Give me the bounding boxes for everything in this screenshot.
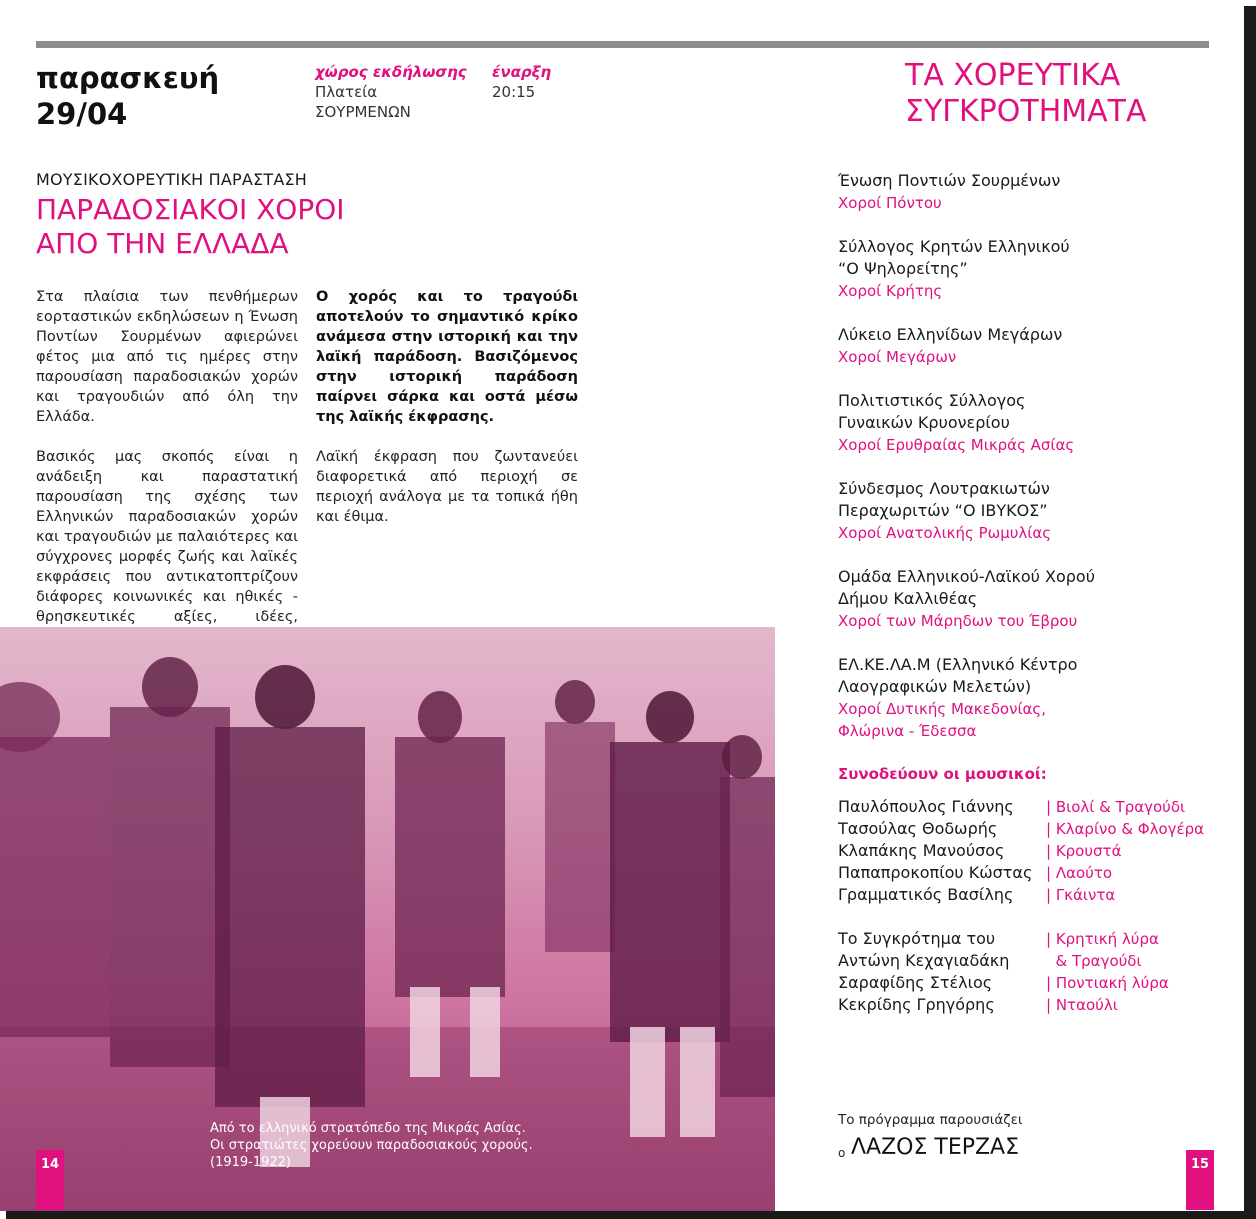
musician-name: Παυλόπουλος Γιάννης: [838, 797, 1014, 816]
group-item: [838, 654, 1218, 742]
page-shadow-right: [1244, 6, 1256, 1219]
musician-row: [838, 884, 1218, 906]
group-dance: Χοροί Κρήτης: [838, 282, 943, 300]
start-time: 20:15: [492, 83, 536, 101]
dance-groups-list: [838, 170, 1218, 764]
group-dance: Χοροί Πόντου: [838, 194, 942, 212]
musician-instrument: | Βιολί & Τραγούδι: [1046, 798, 1186, 816]
musician-instrument: | Κρουστά: [1046, 842, 1122, 860]
presenter-label: Το πρόγραμμα παρουσιάζει: [838, 1112, 1023, 1128]
musician-instrument: | Ποντιακή λύρα: [1046, 974, 1169, 992]
venue-line-2: ΣΟΥΡΜΕΝΩΝ: [315, 103, 411, 121]
event-title: [36, 193, 345, 261]
caption-line-1: Από το ελληνικό στρατόπεδο της Μικράς Ασίας.: [210, 1121, 526, 1136]
group-name: Ένωση Ποντιών Σουρμένων: [838, 171, 1061, 190]
event-title-line-1: ΠΑΡΑΔΟΣΙΑΚΟΙ ΧΟΡΟΙ: [36, 193, 345, 226]
group-dance: Χοροί των Μάρηδων του Έβρου: [838, 612, 1078, 630]
photo-caption: [210, 1120, 533, 1171]
musician-name: Το Συγκρότημα του: [838, 929, 996, 948]
musician-row: [838, 994, 1218, 1016]
page-shadow-bottom: [6, 1211, 1256, 1219]
group-item: [838, 478, 1218, 544]
top-rule: [36, 41, 1209, 48]
presenter-name: ΛΑΖΟΣ ΤΕΡΖΑΣ: [851, 1135, 1020, 1160]
event-title-line-2: ΑΠΟ ΤΗΝ ΕΛΛΑΔΑ: [36, 227, 289, 260]
page-number-left: 14: [36, 1150, 64, 1210]
musician-instrument: | Γκάιντα: [1046, 886, 1116, 904]
day-name: παρασκευή: [36, 61, 220, 95]
musician-instrument: | Νταούλι: [1046, 996, 1118, 1014]
group-name: Σύλλογος Κρητών Ελληνικού “Ο Ψηλορείτης”: [838, 237, 1070, 278]
musician-instrument: | Λαούτο: [1046, 864, 1113, 882]
groups-title-line-1: ΤΑ ΧΟΡΕΥΤΙΚΑ: [905, 58, 1121, 93]
group-item: [838, 324, 1218, 368]
musician-row: [838, 950, 1218, 972]
text-column-right: [316, 287, 578, 547]
musician-name: Παπαπροκοπίου Κώστας: [838, 863, 1033, 882]
highlight-paragraph: Ο χορός και το τραγούδι αποτελούν το σημαντικό κρίκο ανάμεσα στην ιστορική και την λαϊκή παράδοση. Βασιζόμενος στην ιστορική παράδοση παίρνει σάρκα και οστά μέσω της λαϊκής έκφρασης.: [316, 289, 578, 425]
musician-name: Τασούλας Θοδωρής: [838, 819, 998, 838]
venue-line-1: Πλατεία: [315, 83, 378, 101]
musician-instrument: & Τραγούδι: [1046, 952, 1142, 970]
group-name: ΕΛ.ΚΕ.ΛΑ.Μ (Ελληνικό Κέντρο Λαογραφικών Μελετών): [838, 655, 1078, 696]
group-name: Σύνδεσμος Λουτρακιωτών Περαχωριτών “Ο ΙΒΥΚΟΣ”: [838, 479, 1050, 520]
musician-row: [838, 928, 1218, 950]
group-dance: Χοροί Δυτικής Μακεδονίας, Φλώρινα - Έδεσσα: [838, 700, 1047, 740]
event-date: 29/04: [36, 97, 128, 131]
groups-title: [905, 58, 1147, 130]
musician-name: Γραμματικός Βασίλης: [838, 885, 1014, 904]
start-info: [492, 62, 551, 102]
presenter-prefix: ο: [838, 1146, 846, 1160]
page-number-right: 15: [1186, 1150, 1214, 1210]
event-day: [36, 60, 219, 132]
musician-row: [838, 818, 1218, 840]
paragraph: Στα πλαίσια των πενθήμερων εορταστικών εκδηλώσεων η Ένωση Ποντίων Σουρμένων αφιερώνει φέτος μια από τις ημέρες στην παρουσίαση παραδοσιακών χορών και τραγουδιών από όλη την Ελλάδα.: [36, 289, 298, 425]
musician-instrument: | Κλαρίνο & Φλογέρα: [1046, 820, 1205, 838]
group-item: [838, 170, 1218, 214]
group-name: Λύκειο Ελληνίδων Μεγάρων: [838, 325, 1063, 344]
caption-line-2: Οι στρατιώτες χορεύουν παραδοσιακούς χορούς.: [210, 1138, 533, 1153]
group-name: Ομάδα Ελληνικού-Λαϊκού Χορού Δήμου Καλλιθέας: [838, 567, 1095, 608]
spacer: [838, 906, 1218, 928]
venue-info: [315, 62, 467, 122]
musician-row: [838, 796, 1218, 818]
groups-title-line-2: ΣΥΓΚΡΟΤΗΜΑΤΑ: [905, 94, 1147, 129]
venue-label: χώρος εκδήλωσης: [315, 63, 467, 81]
paragraph: Λαϊκή έκφραση που ζωντανεύει διαφορετικά από περιοχή σε περιοχή ανάλογα με τα τοπικά ήθη και έθιμα.: [316, 449, 578, 525]
musicians-heading: Συνοδεύουν οι μουσικοί:: [838, 765, 1047, 783]
group-name: Πολιτιστικός Σύλλογος Γυναικών Κρυονερίου: [838, 391, 1026, 432]
group-dance: Χοροί Ανατολικής Ρωμυλίας: [838, 524, 1052, 542]
start-label: έναρξη: [492, 63, 552, 81]
caption-line-3: (1919-1922): [210, 1155, 292, 1170]
group-dance: Χοροί Μεγάρων: [838, 348, 957, 366]
group-item: [838, 236, 1218, 302]
musician-name: Κλαπάκης Μανούσος: [838, 841, 1005, 860]
musician-name: Κεκρίδης Γρηγόρης: [838, 995, 995, 1014]
group-item: [838, 566, 1218, 632]
musician-name: Σαραφίδης Στέλιος: [838, 973, 993, 992]
musician-instrument: | Κρητική λύρα: [1046, 930, 1159, 948]
group-item: [838, 390, 1218, 456]
musician-name: Αντώνη Κεχαγιαδάκη: [838, 951, 1010, 970]
event-type: ΜΟΥΣΙΚΟΧΟΡΕΥΤΙΚΗ ΠΑΡΑΣΤΑΣΗ: [36, 170, 308, 189]
musician-row: [838, 840, 1218, 862]
paragraph: Βασικός μας σκοπός είναι η ανάδειξη και παραστατική παρουσίαση της σχέσης των Ελληνικών παραδοσιακών χορών και τραγουδιών με παλαιότερες και σύγχρονες μορφές ζωής και λαϊκές εκφράσεις που αντικατοπτρίζουν διάφορες κοινωνικές και ηθικές - θρησκευτικές αξίες, ιδέες,: [36, 449, 298, 625]
musicians-list: [838, 796, 1218, 1016]
musician-row: [838, 862, 1218, 884]
musician-row: [838, 972, 1218, 994]
group-dance: Χοροί Ερυθραίας Μικράς Ασίας: [838, 436, 1075, 454]
